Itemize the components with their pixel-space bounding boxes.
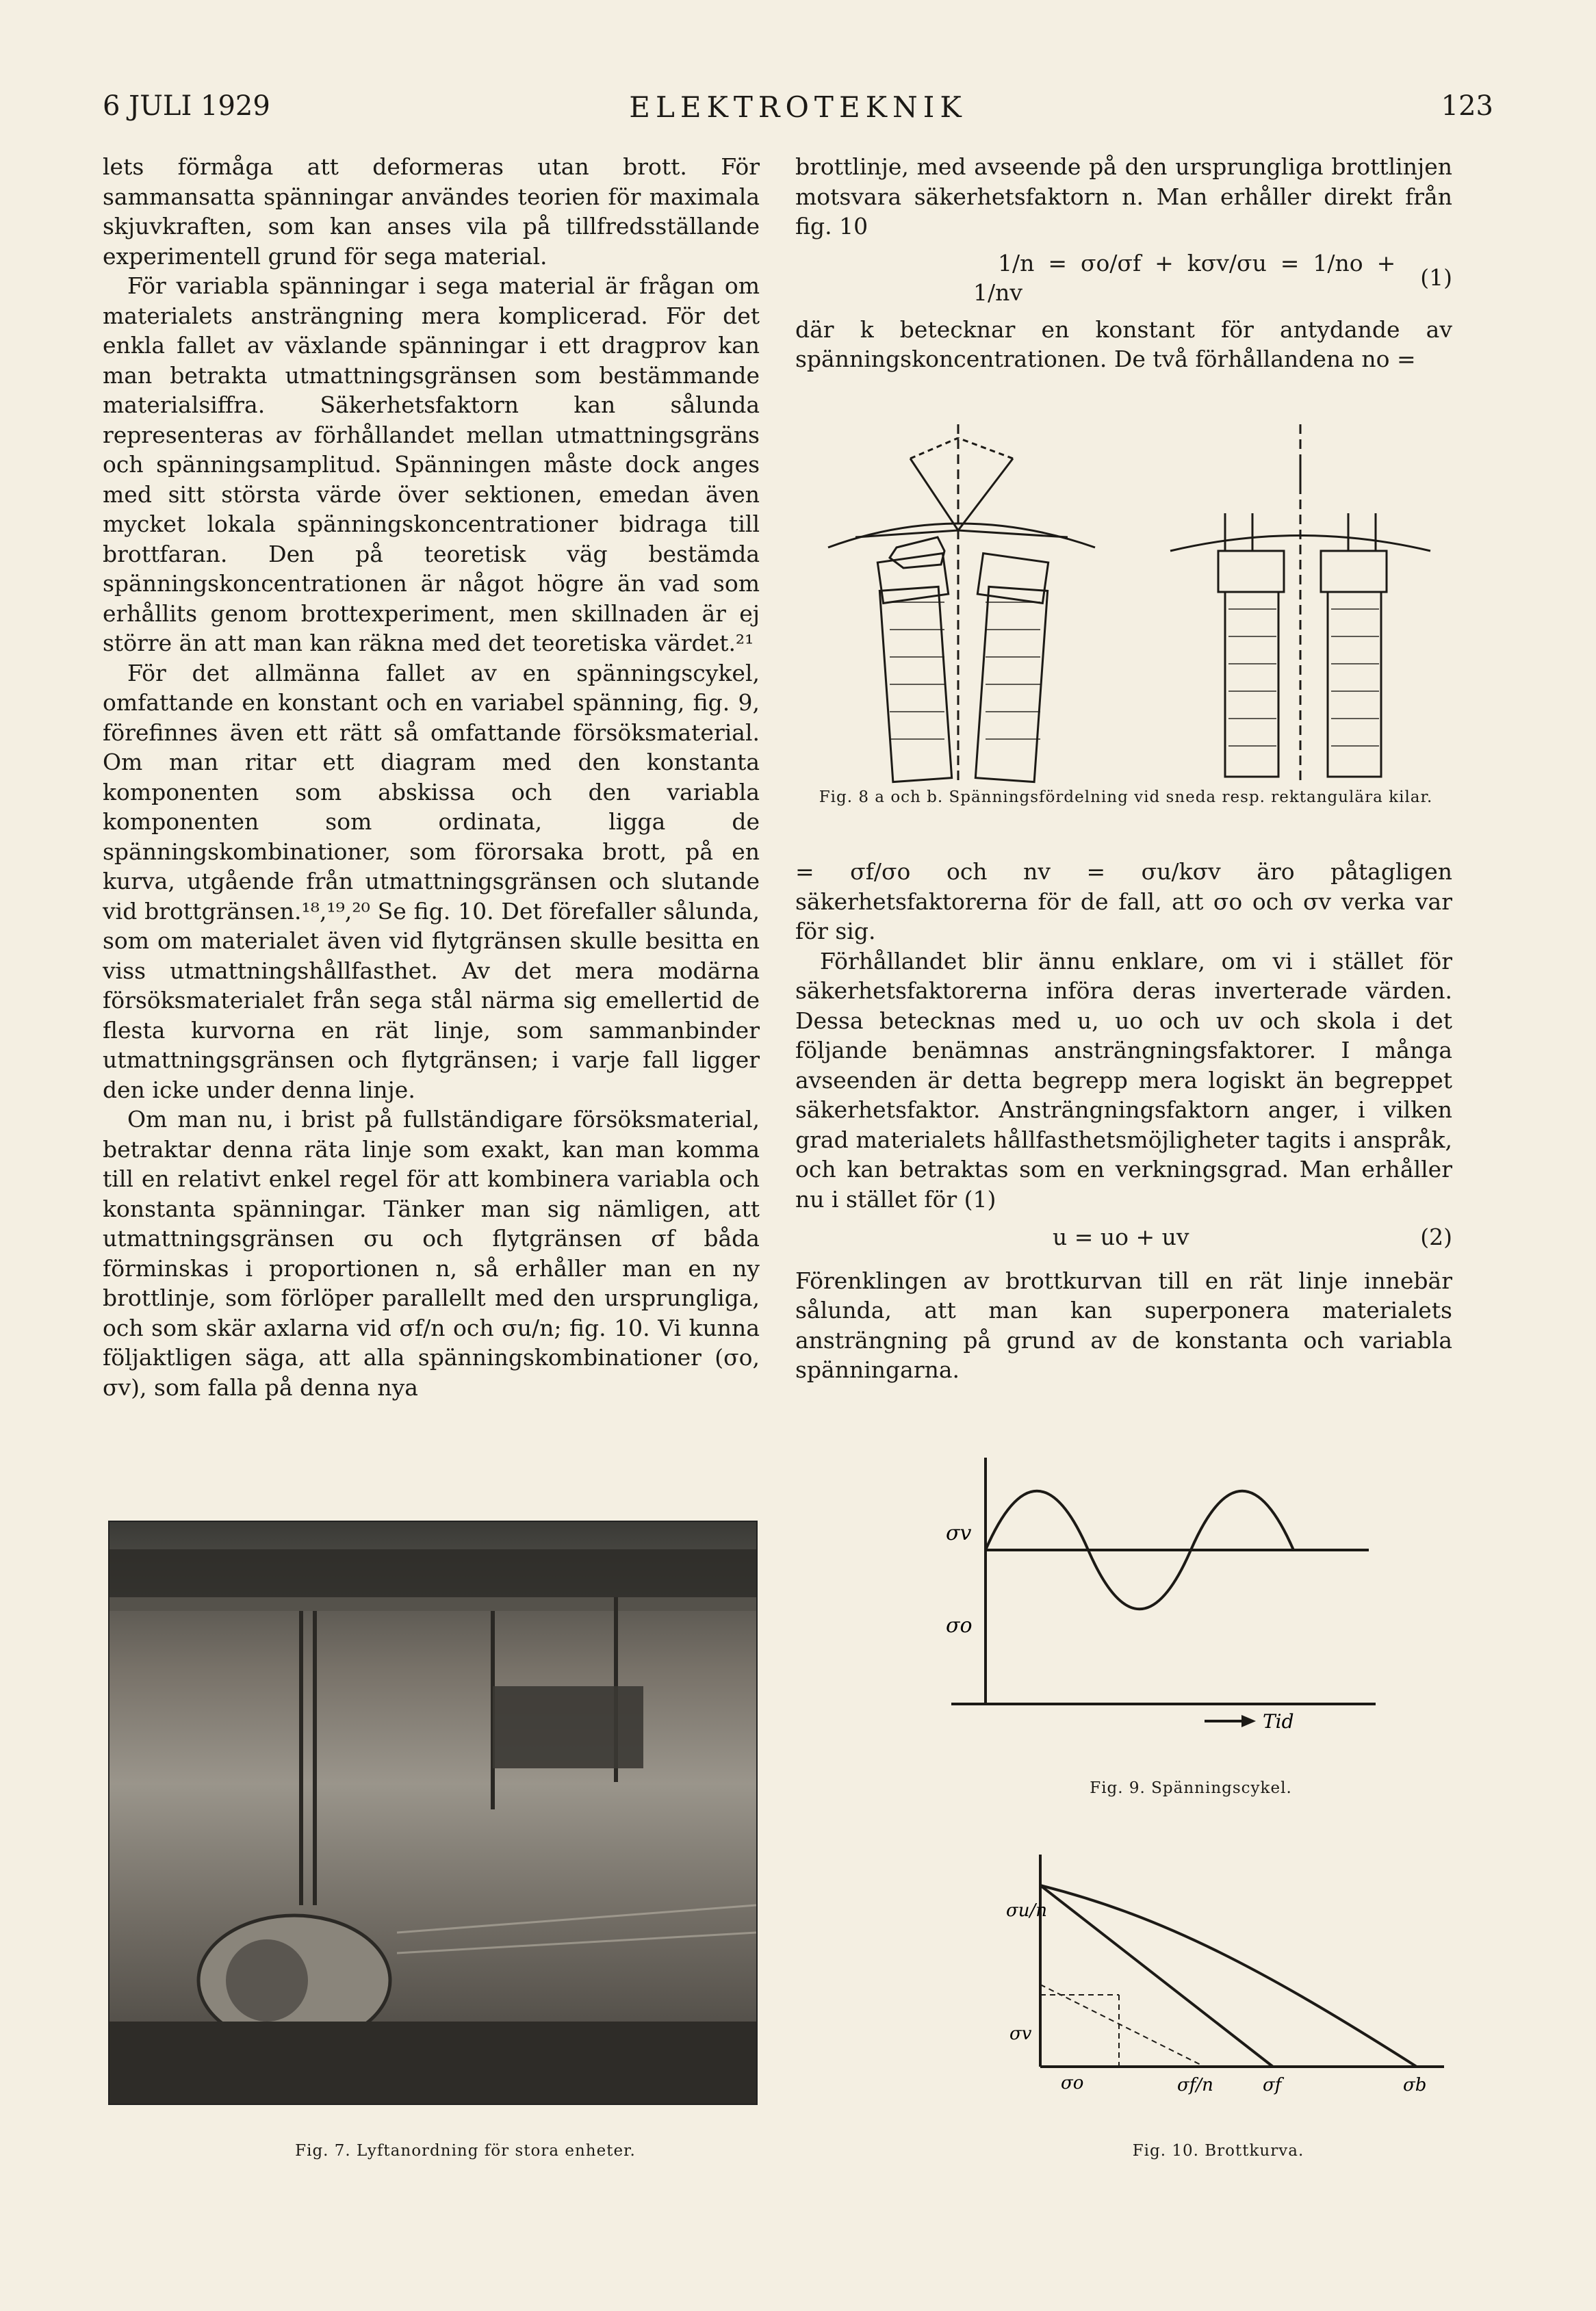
fig10-sigma-b-label: σb [1403, 2075, 1427, 2095]
fig9-caption: Fig. 9. Spänningscykel. [1090, 1779, 1292, 1797]
fig9-sigma-v-label: σv [946, 1521, 972, 1545]
header-page-number: 123 [1441, 90, 1493, 122]
left-paragraph-2: För variabla spänningar i sega material är frågan om materialets ansträngning mera komplicerad. För det enkla fallet av växlande spänningar i ett dragprov kan man betrakta utmattningsgränsen som bestämmande materialsiffra. Säkerhetsfaktorn kan sålunda representeras av förhållandet mellan utmattningsgräns och spänningsamplitud. Spänningen måste dock anges med sitt största värde över sektionen, emedan även mycket lokala spänningskoncentrationer bidraga till brottfaran. Den på teoretisk väg bestämda spänningskoncentrationen är något högre än vad som erhållits genom brottexperiment, men skillnaden är ej större än att man kan räkna med det teoretiska värdet.²¹ [103, 272, 760, 656]
left-paragraph-3: För det allmänna fallet av en spänningscykel, omfattande en konstant och en variabel spänning, fig. 9, förefinnes även ett rätt så omfattande försöksmaterial. Om man ritar ett diagram med den konstanta komponenten som abskissa och den variabla komponenten som ordinata, ligga de spänningskombinationer, som förorsaka brott, på en kurva, utgående från utmattningsgränsen och slutande vid brottgränsen.¹⁸,¹⁹,²⁰ Se fig. 10. Det förefaller sålunda, som om materialet även vid flytgränsen skulle besitta en viss utmattningshållfasthet. Av det mera modärna försöksmaterialet från sega stål närma sig emellertid de flesta kurvorna en rät linje, som sammanbinder utmattningsgränsen och flytgränsen; i varje fall ligger den icke under denna linje. [103, 659, 760, 1103]
fig8-wedge-diagram [814, 417, 1451, 787]
equation-2: u = uo + uv [1053, 1224, 1189, 1250]
fig10-sigma-u-n-label: σu/n [1006, 1900, 1047, 1921]
right-paragraph-3: = σf/σo och nv = σu/kσv äro påtagligen säkerhetsfaktorerna för de fall, att σo och σv verka var för sig. [795, 858, 1452, 944]
fig7-photo-illustration [110, 1522, 756, 2104]
fig10-sigma-o-label: σo [1061, 2073, 1084, 2093]
left-paragraph-4: Om man nu, i brist på fullständigare försöksmaterial, betraktar denna räta linje som exakt, kan man komma till en relativt enkel regel för att kombinera variabla och konstanta spänningar. Tänker man sig nämligen, att utmattningsgränsen σu och flytgränsen σf båda förminskas i proportionen n, så erhåller man en ny brottlinje, som förlöper parallellt med den ursprungliga, och som skär axlarna vid σf/n och σu/n; fig. 10. Vi kunna följaktligen säga, att alla spänningskombinationer (σo, σv), som falla på denna nya [103, 1106, 760, 1401]
fig9-sigma-o-label: σo [946, 1614, 973, 1638]
equation-1-number: (1) [1420, 264, 1452, 292]
right-column-lower [795, 857, 1452, 1385]
left-column [103, 152, 760, 1402]
fig10-fracture-curve [972, 1841, 1451, 2128]
equation-2-number: (2) [1420, 1224, 1452, 1250]
right-column-top [795, 152, 1452, 374]
fig10-sigma-f-label: σf [1263, 2075, 1282, 2095]
right-paragraph-2: där k betecknar en konstant för antydande av spänningskoncentrationen. De två förhållandena no = [795, 315, 1452, 372]
page-header [103, 90, 1493, 138]
left-paragraph-1: lets förmåga att deformeras utan brott. För sammansatta spänningar användes teorien för maximala skjuvkraften, som kan anses vila på tillfredsställande experimentell grund för sega material. [103, 153, 760, 270]
equation-2-row [795, 1222, 1452, 1252]
equation-1-row [795, 248, 1452, 308]
fig8-caption: Fig. 8 a och b. Spänningsfördelning vid sneda resp. rektangulära kilar. [819, 788, 1433, 806]
fig10-sigma-f-n-label: σf/n [1177, 2075, 1213, 2095]
right-paragraph-1: brottlinje, med avseende på den ursprungliga brottlinjen motsvara säkerhetsfaktorn n. Man erhåller direkt från fig. 10 [795, 153, 1452, 240]
fig10-caption: Fig. 10. Brottkurva. [1132, 2142, 1304, 2160]
header-journal: ELEKTROTEKNIK [629, 90, 967, 124]
fig9-time-label: Tid [1263, 1710, 1294, 1733]
header-date: 6 JULI 1929 [103, 90, 270, 122]
right-paragraph-4: Förhållandet blir ännu enklare, om vi i stället för säkerhetsfaktorerna införa deras inverterade värden. Dessa betecknas med u, uo och uv och skola i det följande benämnas ansträngningsfaktorer. I många avseenden är detta begrepp mera logiskt än begreppet säkerhetsfaktor. Ansträngningsfaktorn anger, i vilken grad materialets hållfasthetsmöjligheter tagits i anspråk, och kan betraktas som en verkningsgrad. Man erhåller nu i stället för (1) [795, 947, 1452, 1213]
fig10-sigma-v-label: σv [1009, 2024, 1032, 2044]
right-paragraph-5: Förenklingen av brottkurvan till en rät linje innebär sålunda, att man kan superponera materialets ansträngning på grund av de konstanta och variabla spänningarna. [795, 1267, 1452, 1383]
equation-1: 1/n = σo/σf + kσv/σu = 1/no + 1/nv [973, 249, 1396, 306]
fig9-stress-cycle [944, 1444, 1382, 1738]
fig7-photograph [108, 1521, 758, 2105]
fig7-caption: Fig. 7. Lyftanordning för stora enheter. [295, 2142, 636, 2160]
